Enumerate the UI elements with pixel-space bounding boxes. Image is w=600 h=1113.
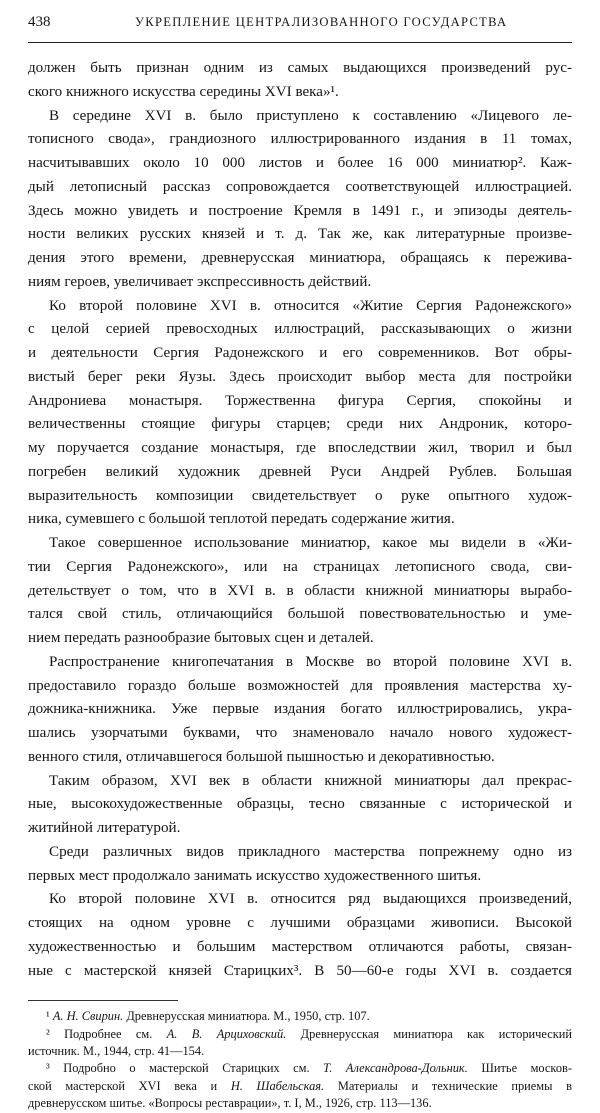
text-line: ные с мастерской князей Старицких³. В 50—60-е годы XVI в. создается xyxy=(28,962,572,979)
footnote-text: Подробнее см. xyxy=(64,1026,153,1041)
text-line: ниям героев, увеличивает экспрессивность действий. xyxy=(28,273,372,290)
text-line: ника, сумевшего с большой теплотой передать содержание жития. xyxy=(28,511,455,528)
footnote-text: Материалы и технические приемы в xyxy=(337,1078,572,1093)
text-line: дый летописный рассказ сопровождается соответствующей иллюстрацией. xyxy=(28,178,572,195)
text-line: житийной литературой. xyxy=(28,820,181,836)
footnote-2-continued: источник. М., 1944, стр. 41—154. xyxy=(28,1044,205,1059)
text-line: венного стиля, отличавшегося большой пышностью и декоративностью. xyxy=(28,748,495,765)
footnote-text: Подробно о мастерской Старицких см. xyxy=(63,1061,310,1076)
text-line: Ко второй половине XVI в. относится «Житие Сергия Радонежского» xyxy=(49,297,572,314)
header-rule xyxy=(28,42,572,43)
text-line: му поручается создание монастыря, где впоследствии жил, творил и был xyxy=(28,440,572,456)
text-line: Здесь можно увидеть и построение Кремля в 1491 г., и эпизоды деятель- xyxy=(28,202,572,219)
text-line: Таким образом, XVI век в области книжной миниатюры дал прекрас- xyxy=(49,772,572,789)
footnote-2 xyxy=(28,1026,572,1043)
text-line: и деятельности Сергия Радонежского и его современников. Вот обры- xyxy=(28,345,572,361)
text-line: ные, высокохудожественные образцы, тесно связанные с исторической и xyxy=(28,796,572,813)
text-line: В середине XVI в. было приступлено к составлению «Лицевого ле- xyxy=(49,107,572,124)
text-line: детельствует о том, что в XVI в. в области книжной миниатюры вырабо- xyxy=(28,582,572,599)
footnote-3-continued xyxy=(28,1078,572,1095)
text-line: Такое совершенное использование миниатюр, какое мы видели в «Жи- xyxy=(49,535,572,551)
footnote-author: Н. Шабельская. xyxy=(230,1078,325,1093)
footnote-author: А. В. Арциховский. xyxy=(166,1026,287,1041)
footnote-marker: ³ xyxy=(46,1061,50,1076)
text-line: тии Сергия Радонежского», или на страницах летописного свода, сви- xyxy=(28,558,572,575)
footnote-text: Древнерусская миниатюра как исторический xyxy=(300,1026,572,1041)
footnote-text: Шитье москов- xyxy=(481,1061,572,1076)
page-number: 438 xyxy=(28,14,51,30)
text-line: с целой серией превосходных иллюстраций, рассказывающих о жизни xyxy=(28,321,572,338)
text-line: Среди различных видов прикладного мастерства попрежнему одно из xyxy=(49,843,572,860)
text-line: величественны стоящие фигуры старцев; среди них Андроник, которо- xyxy=(28,416,572,433)
text-line: дожника-книжника. Уже первые издания богато иллюстрировались, укра- xyxy=(28,701,572,718)
text-line: Распространение книгопечатания в Москве во второй половине XVI в. xyxy=(49,653,572,670)
text-line: тописного свода», грандиозного иллюстрированного издания в 11 томах, xyxy=(28,131,572,148)
text-line: художественностью и большим мастерством отличаются работы, связан- xyxy=(28,938,572,955)
text-line: Ко второй половине XVI в. относится ряд выдающихся произведений, xyxy=(49,891,572,908)
text-line: выразительность композиции свидетельствует о руке опытного худож- xyxy=(28,487,572,504)
footnote-author: А. Н. Свирин. xyxy=(52,1009,124,1024)
page-header xyxy=(28,14,572,38)
text-line: нием передать разнообразие бытовых сцен и деталей. xyxy=(28,630,374,646)
running-title: УКРЕПЛЕНИЕ ЦЕНТРАЛИЗОВАННОГО ГОСУДАРСТВА xyxy=(135,15,508,29)
text-line: вистый берег реки Яузы. Здесь происходит выбор места для постройки xyxy=(28,368,572,385)
text-line: предоставило гораздо больше возможностей для проявления мастерства ху- xyxy=(28,677,572,694)
text-line: насчитывавших около 10 000 листов и более 16 000 миниатюр². Каж- xyxy=(28,155,572,171)
text-line: дения этого времени, древнерусская миниатюра, обращаясь к пережива- xyxy=(28,250,572,266)
text-line: должен быть признан одним из самых выдающихся произведений рус- xyxy=(28,60,572,76)
footnote-1 xyxy=(28,1008,572,1025)
text-line: тался свой стиль, отличающийся большой повествовательностью и уме- xyxy=(28,606,572,623)
text-line: первых мест продолжало занимать искусство художественного шитья. xyxy=(28,867,482,884)
footnotes xyxy=(28,1008,572,1112)
text-line: Андрониева монастыря. Торжественна фигура Сергия, спокойны и xyxy=(28,392,572,409)
footnote-text: ской мастерской XVI века и xyxy=(28,1078,218,1093)
footnote-3-continued: древнерусском шитье. «Вопросы реставрации», т. I, М., 1926, стр. 113—136. xyxy=(28,1096,432,1111)
text-line: ского книжного искусства середины XVI века»¹. xyxy=(28,83,339,100)
footnote-separator xyxy=(28,1000,178,1001)
footnote-author: Т. Александрова-Дольник. xyxy=(323,1061,468,1076)
text-line: погребен великий художник древней Руси Андрей Рублев. Большая xyxy=(28,463,572,480)
footnote-marker: ¹ xyxy=(46,1009,50,1024)
footnote-text: Древнерусская миниатюра. М., 1950, стр. 107. xyxy=(126,1009,370,1024)
footnote-marker: ² xyxy=(46,1026,50,1041)
footnote-3 xyxy=(28,1060,572,1077)
text-line: ности великих русских князей и т. д. Так же, как литературные произве- xyxy=(28,226,572,243)
text-line: шались узорчатыми буквами, что знаменовало начало нового художест- xyxy=(28,725,572,741)
text-line: стоящих на одном уровне с лучшими образцами живописи. Высокой xyxy=(28,915,572,931)
body-text xyxy=(28,57,572,983)
